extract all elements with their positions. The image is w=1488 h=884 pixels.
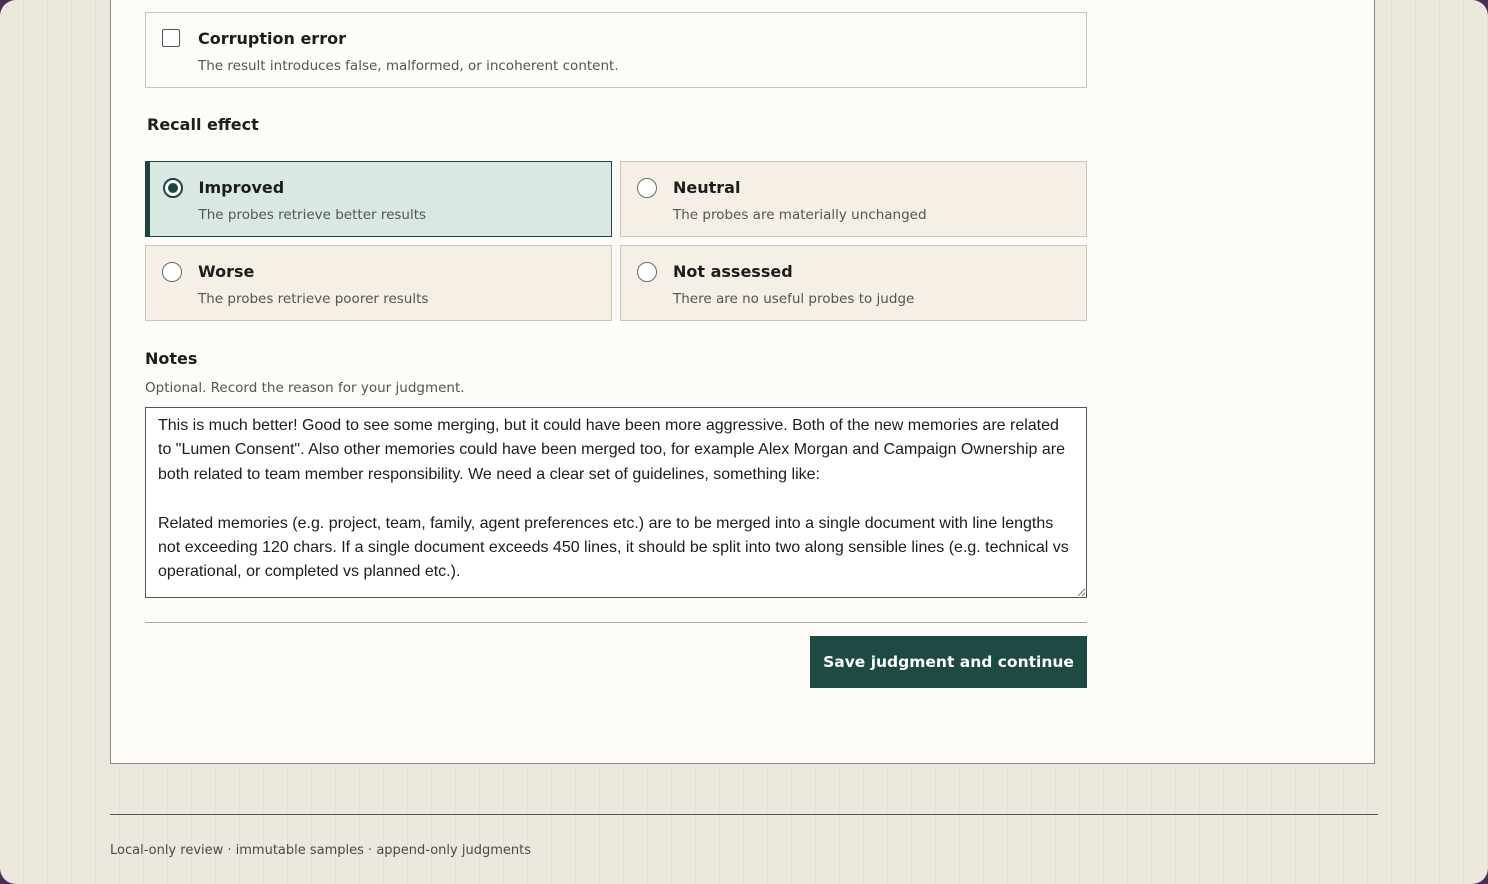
- option-title: Improved: [198, 178, 285, 197]
- corruption-error-title: Corruption error: [198, 29, 346, 48]
- form-divider: [145, 622, 1087, 623]
- corruption-error-description: The result introduces false, malformed, or incoherent content.: [198, 58, 619, 74]
- recall-effect-label: Recall effect: [147, 115, 259, 134]
- neutral-radio[interactable]: [637, 178, 657, 198]
- recall-option-neutral[interactable]: [620, 161, 1087, 237]
- notes-textarea[interactable]: [145, 407, 1087, 598]
- option-description: The probes retrieve poorer results: [198, 291, 429, 307]
- notes-hint: Optional. Record the reason for your judgment.: [145, 380, 465, 396]
- recall-option-not-assessed[interactable]: [620, 245, 1087, 321]
- notes-label: Notes: [145, 349, 198, 368]
- not-assessed-radio[interactable]: [637, 262, 657, 282]
- worse-radio[interactable]: [162, 262, 182, 282]
- option-title: Worse: [198, 262, 255, 281]
- option-title: Neutral: [673, 178, 741, 197]
- footer-text: Local-only review · immutable samples · append-only judgments: [110, 843, 531, 858]
- option-description: The probes retrieve better results: [198, 207, 427, 223]
- option-description: The probes are materially unchanged: [673, 207, 927, 223]
- improved-radio[interactable]: [163, 178, 183, 198]
- option-title: Not assessed: [673, 262, 793, 281]
- recall-option-improved[interactable]: [145, 161, 612, 237]
- option-description: There are no useful probes to judge: [673, 291, 915, 307]
- recall-option-worse[interactable]: [145, 245, 612, 321]
- save-judgment-button[interactable]: Save judgment and continue: [810, 636, 1087, 688]
- corruption-error-checkbox[interactable]: [162, 29, 180, 47]
- review-card: [110, 0, 1375, 764]
- footer-divider: [110, 814, 1378, 815]
- corruption-error-option[interactable]: [145, 12, 1087, 88]
